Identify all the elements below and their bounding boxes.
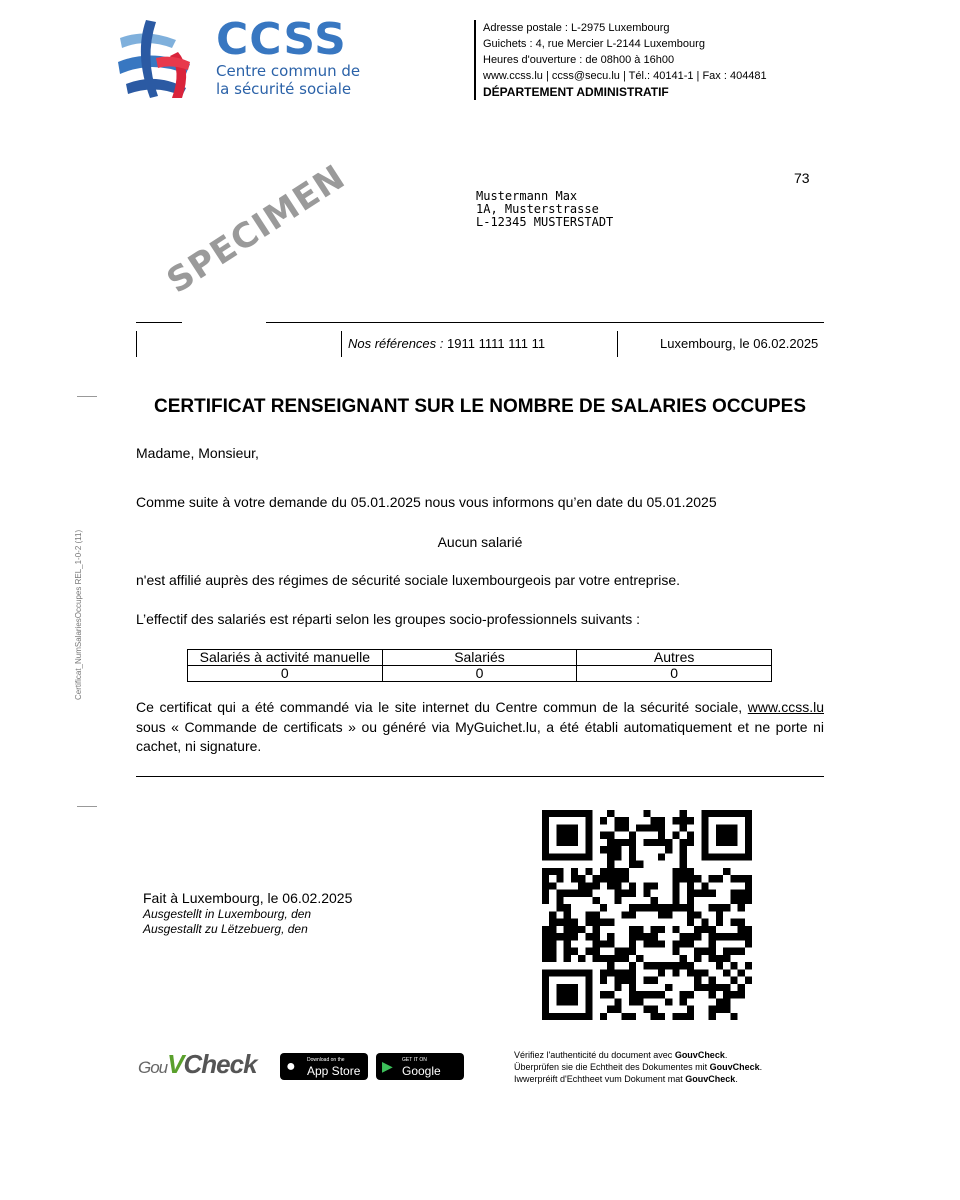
- verify-note: [514, 1049, 762, 1085]
- logo-subtitle-2: la sécurité sociale: [216, 80, 352, 98]
- ref-separator: [341, 331, 342, 357]
- references-value: 1911 1111 111 11: [447, 336, 546, 351]
- header-department: DÉPARTEMENT ADMINISTRATIF: [483, 85, 669, 99]
- recipient-line: Mustermann Max: [476, 189, 578, 203]
- fait-fr: Fait à Luxembourg, le 06.02.2025: [143, 890, 353, 906]
- header-divider: [474, 20, 476, 100]
- groups-table: [187, 649, 772, 682]
- recipient-address: [476, 190, 613, 229]
- verify-line: Überprüfen sie die Echtheit des Dokumentes mit GouvCheck.: [514, 1062, 763, 1072]
- qr-code-icon: [542, 810, 752, 1020]
- header-line: Guichets : 4, rue Mercier L-2144 Luxembourg: [483, 38, 705, 50]
- form-reference: Certificat_NumSalariesOccupes REL_1-0-2 (11): [74, 529, 83, 700]
- section-divider: [136, 776, 824, 777]
- logo-name: CCSS: [216, 14, 347, 65]
- recipient-line: L-12345 MUSTERSTADT: [476, 215, 614, 229]
- table-header-cell: Salariés: [382, 650, 577, 666]
- table-header-cell: Autres: [577, 650, 772, 666]
- ccss-logo-icon: [116, 18, 196, 100]
- references: [348, 336, 545, 351]
- logo-subtitle-1: Centre commun de: [216, 62, 361, 80]
- verify-line: Iwwerpréift d'Echtheet vum Dokument mat GouvCheck.: [514, 1074, 738, 1084]
- salutation: Madame, Monsieur,: [136, 445, 259, 461]
- table-cell: 0: [188, 666, 383, 682]
- google-play-icon: ▶: [382, 1058, 393, 1074]
- header-line: Adresse postale : L-2975 Luxembourg: [483, 22, 670, 34]
- table-cell: 0: [577, 666, 772, 682]
- closing-text: sous « Commande de certificats » ou généré via MyGuichet.lu, a été établi automatiquement et ne porte ni cachet, ni signature.: [136, 718, 824, 754]
- verify-line: Vérifiez l'authenticité du document avec GouvCheck.: [514, 1050, 728, 1060]
- fait-lu: Ausgestallt zu Lëtzebuerg, den: [143, 922, 308, 936]
- app-store-badge[interactable]: [280, 1053, 368, 1080]
- ref-separator: [617, 331, 618, 357]
- google-play-badge[interactable]: [376, 1053, 464, 1092]
- gouv-suffix: Check: [183, 1049, 257, 1079]
- apple-icon: ●: [286, 1058, 296, 1075]
- gouv-v: V: [167, 1049, 184, 1079]
- google-play-label: Google Play: [402, 1064, 441, 1092]
- fold-mark: [77, 806, 97, 807]
- table-row: [188, 666, 772, 682]
- table-header-cell: Salariés à activité manuelle: [188, 650, 383, 666]
- result-text: Aucun salarié: [437, 534, 523, 550]
- page-number: 73: [794, 170, 810, 186]
- table-cell: 0: [382, 666, 577, 682]
- intro-text: Comme suite à votre demande du 05.01.2025 nous vous informons qu’en date du 05.01.2025: [136, 494, 717, 510]
- fait-de: Ausgestellt in Luxembourg, den: [143, 907, 312, 921]
- specimen-watermark: SPECIMEN: [160, 157, 353, 302]
- closing-paragraph: [136, 698, 824, 757]
- ref-top-rule: [266, 322, 824, 323]
- recipient-line: 1A, Musterstrasse: [476, 202, 599, 216]
- ref-top-rule-left: [136, 322, 182, 323]
- app-store-label: App Store: [307, 1064, 361, 1078]
- place-date: Luxembourg, le 06.02.2025: [660, 336, 819, 351]
- ccss-website-link[interactable]: www.ccss.lu: [747, 699, 824, 715]
- ref-separator: [136, 331, 137, 357]
- document-title: CERTIFICAT RENSEIGNANT SUR LE NOMBRE DE SALARIES OCCUPES: [153, 396, 807, 417]
- header-contact: [483, 20, 767, 100]
- gouv-prefix: Gou: [138, 1058, 168, 1077]
- closing-text: Ce certificat qui a été commandé via le site internet du Centre commun de la sécurité sociale,: [136, 699, 748, 715]
- app-store-small: Download on the: [307, 1057, 345, 1063]
- gouvcheck-logo: [138, 1049, 257, 1080]
- groups-intro: L’effectif des salariés est réparti selon les groupes socio-professionnels suivants :: [136, 611, 641, 627]
- affiliation-text: n'est affilié auprès des régimes de sécurité sociale luxembourgeois par votre entreprise.: [136, 572, 681, 588]
- header-line: Heures d'ouverture : de 08h00 à 16h00: [483, 54, 675, 66]
- google-play-small: GET IT ON: [402, 1057, 427, 1063]
- header-line: www.ccss.lu | ccss@secu.lu | Tél.: 40141-1 | Fax : 404481: [483, 70, 767, 82]
- references-label: Nos références :: [348, 336, 444, 351]
- logo-wordmark: [216, 14, 361, 98]
- table-header-row: [188, 650, 772, 666]
